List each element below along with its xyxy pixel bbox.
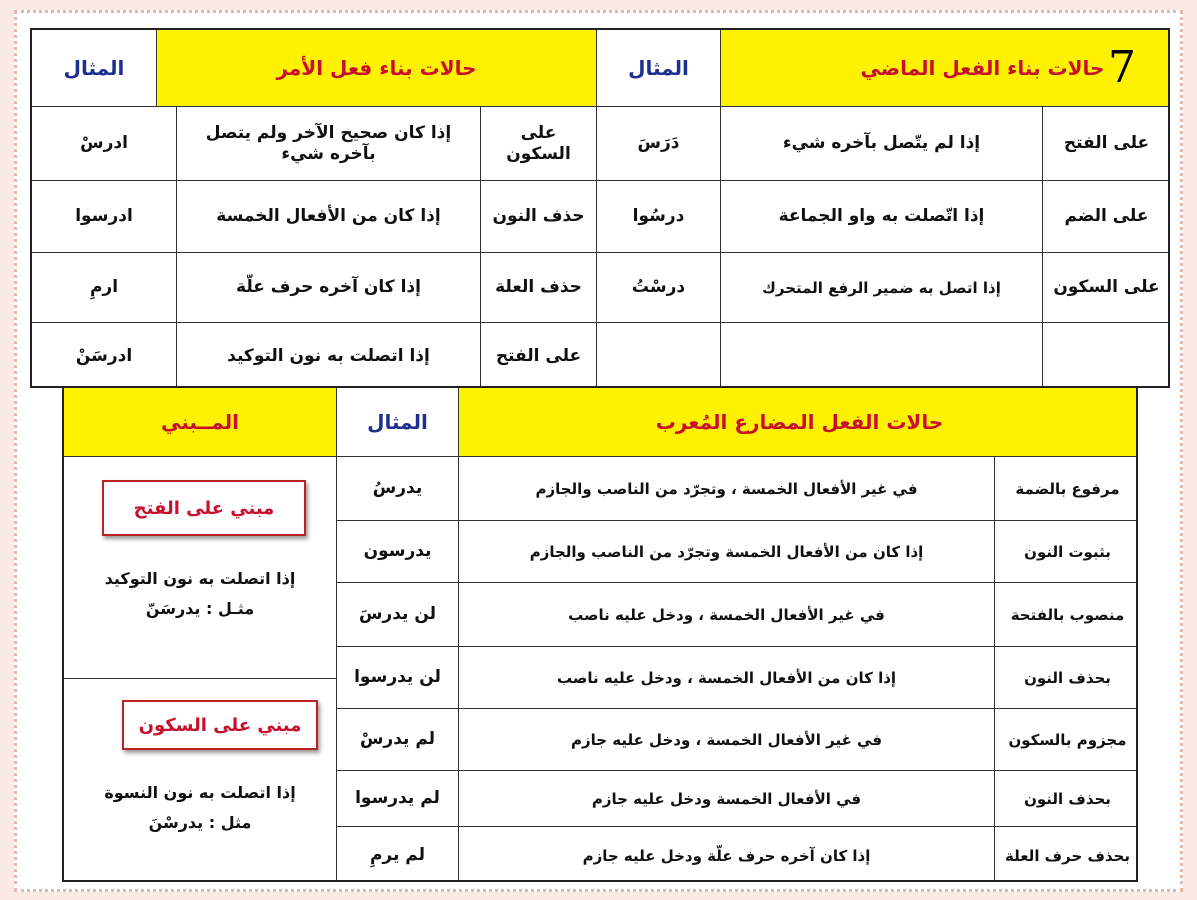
- imperative-condition-2: إذا كان من الأفعال الخمسة: [176, 180, 480, 252]
- present-condition-3: في غير الأفعال الخمسة ، ودخل عليه ناصب: [458, 582, 994, 646]
- past-condition-4: [720, 322, 1042, 388]
- past-example-header: المثال: [596, 30, 720, 106]
- past-case-3: على السكون: [1042, 252, 1170, 322]
- imperative-condition-3: إذا كان آخره حرف علّة: [176, 252, 480, 322]
- present-condition-7: إذا كان آخره حرف علّة ودخل عليه جازم: [458, 826, 994, 882]
- present-case-5: مجزوم بالسكون: [994, 708, 1138, 770]
- past-condition-3: إذا اتصل به ضمير الرفع المتحرك: [720, 252, 1042, 322]
- imperative-condition-4: إذا اتصلت به نون التوكيد: [176, 322, 480, 388]
- past-condition-1: إذا لم يتّصل بآخره شيء: [720, 106, 1042, 180]
- past-case-4: [1042, 322, 1170, 388]
- bottom-table: [62, 386, 1138, 882]
- past-condition-2: إذا اتّصلت به واو الجماعة: [720, 180, 1042, 252]
- imperative-example-4: ادرسَنْ: [32, 322, 176, 388]
- present-example-7: لم يرمِ: [336, 826, 458, 882]
- present-case-1: مرفوع بالضمة: [994, 456, 1138, 520]
- page-number: 7: [1108, 42, 1136, 93]
- present-example-1: يدرسُ: [336, 456, 458, 520]
- imperative-case-1: على السكون: [480, 106, 596, 180]
- past-case-1: على الفتح: [1042, 106, 1170, 180]
- built-on-sukun-label: مبني على السكون: [122, 700, 318, 750]
- present-example-5: لم يدرسْ: [336, 708, 458, 770]
- present-example-header: المثال: [336, 388, 458, 456]
- imperative-case-2: حذف النون: [480, 180, 596, 252]
- past-case-2: على الضم: [1042, 180, 1170, 252]
- imperative-case-4: على الفتح: [480, 322, 596, 388]
- present-case-2: بثبوت النون: [994, 520, 1138, 582]
- imperative-example-header: المثال: [63, 56, 125, 80]
- present-condition-4: إذا كان من الأفعال الخمسة ، ودخل عليه ناصب: [458, 646, 994, 708]
- present-condition-5: في غير الأفعال الخمسة ، ودخل عليه جازم: [458, 708, 994, 770]
- present-example-2: يدرسون: [336, 520, 458, 582]
- past-title: حالات بناء الفعل الماضي: [720, 30, 1170, 106]
- top-table: [30, 28, 1170, 388]
- present-condition-6: في الأفعال الخمسة ودخل عليه جازم: [458, 770, 994, 826]
- built-on-fatha-label: مبني على الفتح: [102, 480, 306, 536]
- past-example-2: درسُوا: [596, 180, 720, 252]
- past-example-3: درسْتُ: [596, 252, 720, 322]
- built-note-2-line-1: إذا اتصلت به نون النسوة: [104, 783, 296, 802]
- past-example-1: دَرَسَ: [596, 106, 720, 180]
- present-case-7: بحذف حرف العلة: [994, 826, 1138, 882]
- present-condition-2: إذا كان من الأفعال الخمسة وتجرّد من الناصب والجازم: [458, 520, 994, 582]
- past-example-4: [596, 322, 720, 388]
- present-condition-1: في غير الأفعال الخمسة ، وتجرّد من الناصب والجازم: [458, 456, 994, 520]
- present-example-3: لن يدرسَ: [336, 582, 458, 646]
- present-case-3: منصوب بالفتحة: [994, 582, 1138, 646]
- present-case-4: بحذف النون: [994, 646, 1138, 708]
- present-example-6: لم يدرسوا: [336, 770, 458, 826]
- built-note-2-line-2: مثل : يدرسْنَ: [148, 813, 252, 832]
- imperative-case-3: حذف العلة: [480, 252, 596, 322]
- imperative-example-3: ارمِ: [32, 252, 176, 322]
- imperative-example-1: ادرسْ: [32, 106, 176, 180]
- imperative-condition-1: إذا كان صحيح الآخر ولم يتصل بآخره شيء: [176, 106, 480, 180]
- built-title: المــبني: [64, 388, 336, 456]
- imperative-example-2: ادرسوا: [32, 180, 176, 252]
- built-note-1-line-2: مثـل : يدرسَنّ: [145, 599, 255, 618]
- present-case-6: بحذف النون: [994, 770, 1138, 826]
- present-example-4: لن يدرسوا: [336, 646, 458, 708]
- built-note-1-line-1: إذا اتصلت به نون التوكيد: [104, 569, 296, 588]
- imperative-title: حالات بناء فعل الأمر: [156, 30, 596, 106]
- present-title: حالات الفعل المضارع المُعرب: [458, 388, 1138, 456]
